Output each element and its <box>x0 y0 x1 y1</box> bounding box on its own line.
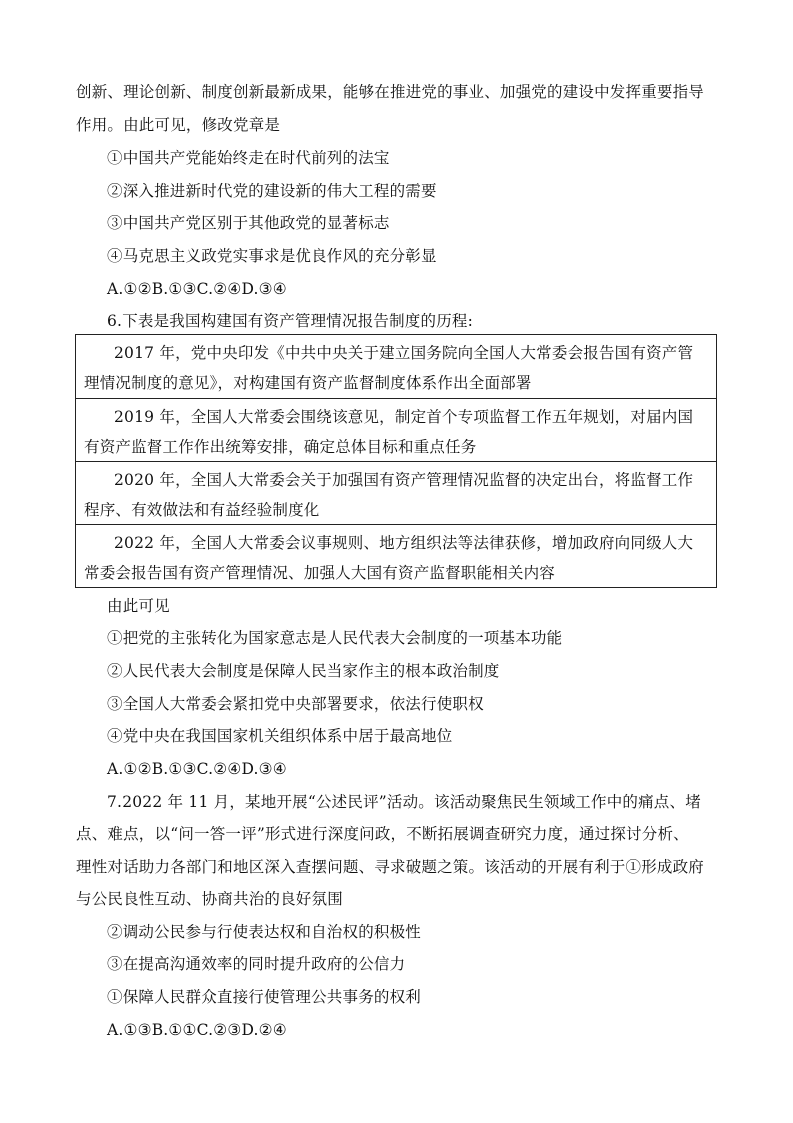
table-row <box>76 524 716 587</box>
table-row-line-2: 有资产监督工作作出统筹安排，确定总体目标和重点任务 <box>84 438 477 456</box>
q6-option-3: ③全国人大常委会紧扣党中央部署要求，依法行使职权 <box>107 695 484 713</box>
table-row <box>76 335 716 398</box>
q7-stem-line-1: 7.2022 年 11 月，某地开展“公述民评”活动。该活动聚焦民生领域工作中的痛点、堵 <box>107 793 701 811</box>
q7-option-3: ③在提高沟通效率的同时提升政府的公信力 <box>107 955 406 973</box>
table-row-line-1: 2019 年，全国人大常委会围绕该意见，制定首个专项监督工作五年规划，对届内国 <box>114 408 694 426</box>
q6-option-2: ②人民代表大会制度是保障人民当家作主的根本政治制度 <box>107 662 500 680</box>
q5-option-3: ③中国共产党区别于其他政党的显著标志 <box>107 214 390 232</box>
q6-option-4: ④党中央在我国国家机关组织体系中居于最高地位 <box>107 727 453 745</box>
table-row-line-1: 2020 年，全国人大常委会关于加强国有资产管理情况监督的决定出台，将监督工作 <box>114 471 694 489</box>
q7-stem-line-2: 点、难点，以“问一答一评”形式进行深度问政，不断拓展调查研究力度，通过探讨分析、 <box>76 825 689 843</box>
q7-option-2: ②调动公民参与行使表达权和自治权的积极性 <box>107 923 422 941</box>
table-row-line-2: 程序、有效做法和有益经验制度化 <box>84 501 320 519</box>
q5-option-4: ④马克思主义政党实事求是优良作风的充分彰显 <box>107 247 437 265</box>
q5-option-1: ①中国共产党能始终走在时代前列的法宝 <box>107 149 390 167</box>
history-table <box>75 334 717 588</box>
q7-stem-line-4: 与公民良性互动、协商共治的良好氛围 <box>76 890 343 908</box>
q5-option-2: ②深入推进新时代党的建设新的伟大工程的需要 <box>107 182 437 200</box>
q6-conclusion: 由此可见 <box>107 597 170 615</box>
table-row <box>76 461 716 524</box>
q5-stem-line-2: 作用。由此可见，修改党章是 <box>76 116 281 134</box>
table-row-line-2: 常委会报告国有资产管理情况、加强人大国有资产监督职能相关内容 <box>84 564 556 582</box>
table-row-line-1: 2022 年，全国人大常委会议事规则、地方组织法等法律获修，增加政府向同级人大 <box>114 534 694 552</box>
table-row-line-1: 2017 年，党中央印发《中共中央关于建立国务院向全国人大常委会报告国有资产管 <box>114 344 694 362</box>
q7-option-4: ①保障人民群众直接行使管理公共事务的权利 <box>107 988 422 1006</box>
q7-stem-line-3: 理性对话助力各部门和地区深入查摆问题、寻求破题之策。该活动的开展有利于①形成政府 <box>76 858 705 876</box>
q7-answer-choices: A.①③B.①①C.②③D.②④ <box>107 1021 287 1039</box>
q5-answer-choices: A.①②B.①③C.②④D.③④ <box>107 280 287 298</box>
q6-option-1: ①把党的主张转化为国家意志是人民代表大会制度的一项基本功能 <box>107 629 563 647</box>
q6-answer-choices: A.①②B.①③C.②④D.③④ <box>107 760 287 778</box>
table-row-line-2: 理情况制度的意见》，对构建国有资产监督制度体系作出全面部署 <box>84 374 532 392</box>
q5-stem-line-1: 创新、理论创新、制度创新最新成果，能够在推进党的事业、加强党的建设中发挥重要指导 <box>76 83 705 101</box>
q6-stem: 6.下表是我国构建国有资产管理情况报告制度的历程: <box>107 312 474 330</box>
table-row <box>76 398 716 461</box>
